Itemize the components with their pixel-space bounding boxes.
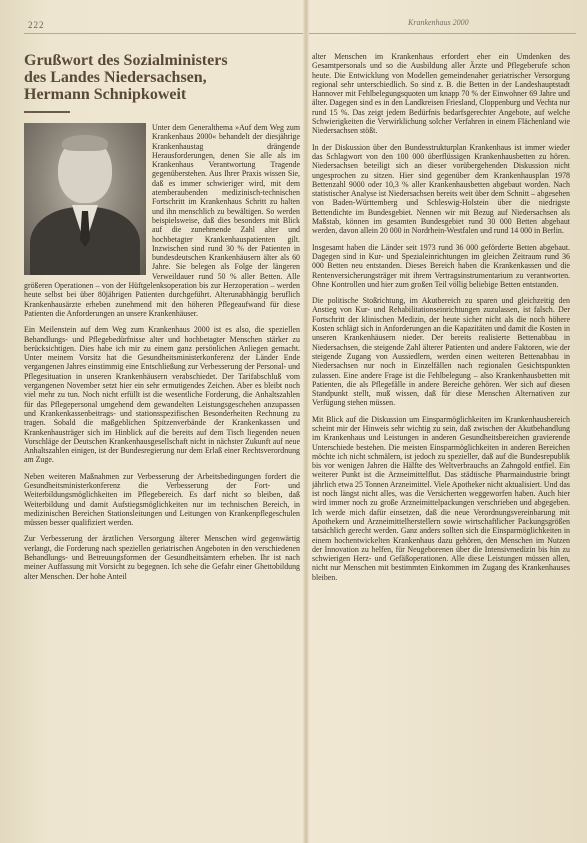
title-rule: [24, 111, 70, 113]
article-title: [24, 52, 300, 103]
title-line: Grußwort des Sozialministers: [24, 52, 228, 69]
paragraph: alter Menschen im Krankenhaus erfordert eher ein Umdenken des Gesamtpersonals und so die Ausbildung aller Ärzte und Pflegeberufe schon heute. Die Entwicklung von Modellen gemeindenaher geriatrischer Versorgung regional sehr unterschiedlich. So sind z. B. die Betten in der Landeshauptstadt Hannover mit Fehlbelegungsquoten um knapp 70 % der Einwohner 69 Jahre und älter. Dagegen sind es in den Landkreisen Friesland, Cloppenburg und Vechta nur rund 15 %. Das zeigt jedem Bedürfnis bedarfsgerechter Angebote, auf welche Schwierigkeiten die Verwirklichung solcher Verfahren in einem Flächenland wie Niedersachsen stößt.: [312, 52, 570, 136]
paragraph: Unter dem Generalthema »Auf dem Weg zum Krankenhaus 2000« behandelt der diesjährige Krankenhaustag drängende Herausforderungen, denen Sie alle als im Krankenhaus Verantwortung Tragende gegenüberstehen. Aus Ihrer Praxis wissen Sie, daß es immer schwieriger wird, mit dem atemberaubenden medizinisch-technischen Fortschritt im Krankenhaus Schritt zu halten und ihn menschlich zu bewältigen. So werden beispielsweise, daß dies besonders mit Blick auf die zunehmende Zahl alter und hochbetagter Krankenhauspatienten gilt. Inzwischen sind rund 30 % der Patienten in bundesdeutschen Krankenhäusern älter als 60 Jahre. Sie belegen als Folge der längeren Verweildauer rund 50 % aller Betten. Alle größeren Operationen – von der Hüftgelenksoperation bis zur Herzoperation – werden heute selbst bei über 80jährigen Patienten durchgeführt. Alterunabhängig beruflich Krankenhausärzte erheben zunehmend mit den höheren Pflegeaufwand für diese Patienten die Anforderungen an unsere Krankenhäuser.: [24, 123, 300, 318]
photo-hair: [62, 135, 108, 151]
page-fold: [303, 0, 309, 843]
header-rule: [24, 33, 576, 34]
paragraph: Zur Verbesserung der ärztlichen Versorgung älterer Menschen wird gegenwärtig verlangt, die Forderung nach speziellen geriatrischen Angeboten in den verschiedenen Behandlungs- und Betreuungsformen der Gesundheitsämtern erheben. Ihr ist nach meiner Auffassung mit Vorsicht zu begegnen. Ich sehe die Gefahr einer Ghettobildung alter Menschen. Der hohe Anteil: [24, 534, 300, 581]
title-line: Hermann Schnipkoweit: [24, 86, 187, 103]
paragraph: Ein Meilenstein auf dem Weg zum Krankenhaus 2000 ist es also, die speziellen Behandlungs- und Pflegebedürfnisse alter und hochbetagter Menschen stärker zu berücksichtigen. Dies habe ich mir zu einem ganz persönlichen Anliegen gemacht. Unter meinem Vorsitz hat die Gesundheitsministerkonferenz der Länder Ende vergangenen Jahres einstimmig eine Entschließung zur Verbesserung der Personal- und Pflegesituation in unseren Krankenhäusern verabschiedet. Der Tarifabschluß vom vergangenen November setzt hier ein sehr ermutigendes Zeichen. Aber es bleibt noch viel mehr zu tun. Noch nicht erfüllt ist die wesentliche Forderung, die Anhaltszahlen für das Pflegepersonal umgehend dem gewandelten Leistungsgeschehen anzupassen und Krankenkassenbeitrags- und stationsspezifischen Besonderheiten Rechnung zu tragen. Sobald die maßgeblichen Spitzenverbände der Krankenkassen und Krankenhausträger sich im Hinblick auf die bereits auf dem Tisch liegenden neuen Vorschläge der Deutschen Krankenhausgesellschaft nicht in nächster Zukunft auf neue Anhaltszahlen einigen, ist der Bundesregierung nur dem Erlaß einer Rechtsverordnung am Zuge.: [24, 325, 300, 465]
paragraph: In der Diskussion über den Bundesstrukturplan Krankenhaus ist immer wieder das Schlagwort von den 100 000 überflüssigen Krankenhausbetten zu hören. Niedersachsen beteiligt sich an dieser vorübergehenden Diskussion nicht ungesprochen zu sitzen. Hier sind gegenüber dem Krankenhausplan 1978 Bettenzahl 9000 oder 10,3 % aller Krankenhausbetten abgebaut worden. Nach statistischer Analyse ist Niedersachsen bereits weit über dem Schnitt – abgesehen von Baden-Württemberg und Schleswig-Holstein über die niedrigste Bettendichte im Bundesgebiet. Nennen wir mit Bezug auf Niedersachsen als Maßstab, können im gesamten Bundesgebiet rund 30 000 Betten abgebaut werden, davon allein 20 000 in Nordrhein-Westfalen und rund 14 000 in Berlin.: [312, 142, 570, 236]
right-column: [312, 52, 570, 832]
paragraph: Neben weiteren Maßnahmen zur Verbesserung der Arbeitsbedingungen fordert die Gesundheitsministerkonferenz die Verbesserung der Fort- und Weiterbildungsmöglichkeiten im Pflegebereich. Es darf nicht so bleiben, daß Weiterbildung und damit Aufstiegsmöglichkeiten nur im technischen Bereich, in medizinischen Bereichen Stationsleitungen und Leitungen von Krankenpflegeschulen müssen besser qualifiziert werden.: [24, 471, 300, 528]
portrait-photo: [24, 123, 146, 275]
left-column: [24, 52, 300, 832]
paragraph: Insgesamt haben die Länder seit 1973 rund 36 000 geförderte Betten abgebaut. Dagegen sind in Kur- und Spezialeinrichtungen im gleichen Zeitraum rund 36 000 Betten neu entstanden. Dieses Bereich haben die Krankenkassen und die Rentenversicherungsträger mit ihrem Vertragsinstrumentarium zu verantworten. Ohne Kontrollen und hier zum großen Teil völlig beliebige Betten entstanden.: [312, 242, 570, 289]
running-title: Krankenhaus 2000: [408, 18, 469, 27]
paragraph: Mit Blick auf die Diskussion um Einsparmöglichkeiten im Krankenhausbereich scheint mir der Hinweis sehr wichtig zu sein, daß zwischen der Akutbehandlung im Krankenhaus und Leistungen in anderen Gesundheitsbereichen gravierende Unterschiede bestehen. Die meisten Einsparmöglichkeiten in anderen Bereichen möchte ich nicht schmälern, ist jedoch zu spezieller, daß auf die Bundesrepublik bis vor wenigen Jahren die Hälfte des Weltverbrauchs an Zahngold entfiel. Ein weiterer Punkt ist die Arzneimittelflut. Das städtische Pharmaindustrie bringt jährlich etwa 25 Tonnen Arzneimittel. Viele Apotheker nicht aktualisiert. Und das ist noch längst nicht alles, was die Versicherten weggeworfen haben. Auch hier wird immer noch zu große Arzneimittelpackungen verschrieben und abgegeben. Ich werde mich dafür einsetzen, daß die neue Verordnungsvereinbarung mit Apothekern und Arzneimittelherstellern sowie wirtschaftlicher Packungsgrößen tatsächlich gerecht werden. Ganz anders sollten sich die Einsparmöglichkeiten in einem hochentwickelten Krankenhaus dazu gehören, den Menschen im Nutzen der Innovation zu helfen, für Neugeborenen über die Intensivmedizin bis hin zu schwierigen Herz- und Gefäßoperationen. Alle diese Leistungen müssen allen, nicht nur Menschen mit bestimmten Einkommen im Zugang des Krankenhauses bleiben.: [312, 414, 570, 582]
page-number: 222: [28, 20, 45, 30]
paragraph: Die politische Stoßrichtung, im Akutbereich zu sparen und gleichzeitig den Anstieg von Kur- und Rehabilitationseinrichtungen zuzulassen, ist falsch. Der Fortschritt der klinischen Medizin, der heute sicher nicht als die noch höhere Kosten schlägt sich in Anforderungen an die Kapazitäten und damit die Kosten in unseren Krankenhäusern nieder. Der bereits realisierte Bettenabbau in Niedersachsen, die steigende Zahl älterer Patienten und andere Faktoren, wie der steigende Zugang von Aussiedlern, werden einen weiteren Bettenabbau in Niedersachsen nur noch in Einzelfällen nach regionalen Gesichtspunkten zulassen. Eine andere Frage ist die Fehlbelegung – also Krankenhausbetten mit Patienten, die als Pflegefälle in andere Bereiche gehören. Wer sich auf diesen Standpunkt stellt, muß wissen, daß für diese Menschen Alternativen zur Verfügung stehen müssen.: [312, 296, 570, 408]
title-line: des Landes Niedersachsen,: [24, 69, 207, 86]
